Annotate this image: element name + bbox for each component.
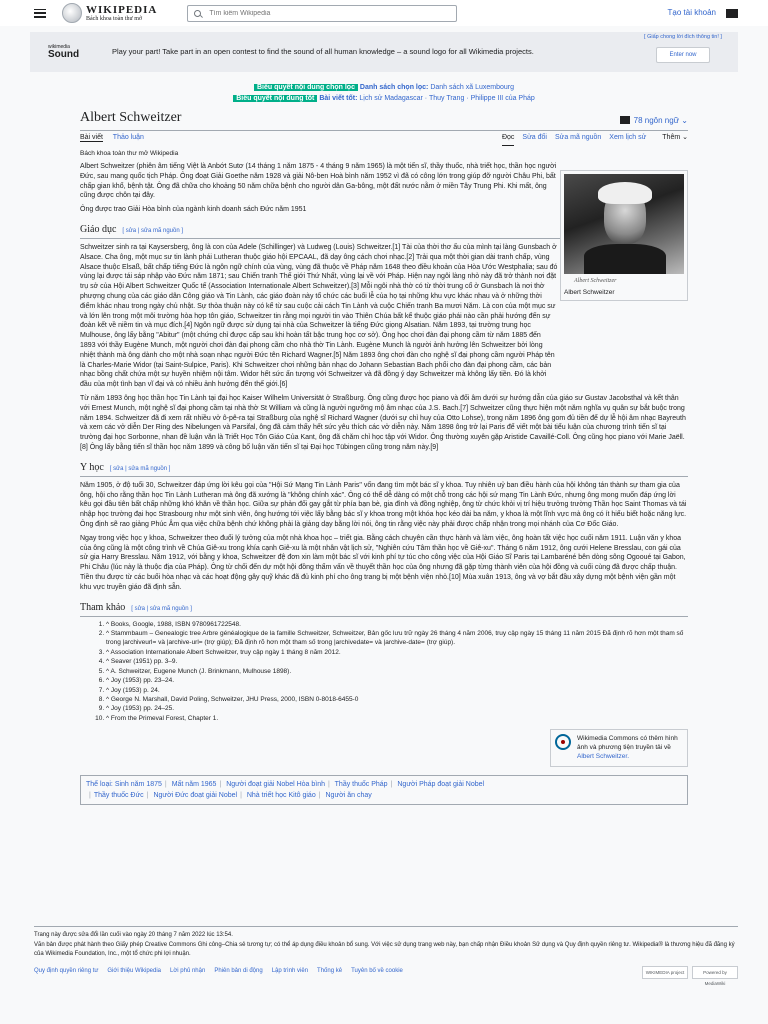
- medicine-paragraph-1: Năm 1905, ở độ tuổi 30, Schweitzer đáp ứng lời kêu gọi của "Hội Sứ Mạng Tin Lành Paris" vốn đang tìm một bác sĩ y khoa. Tuy nhiên uỷ ban điều hành của hội không tán thành sự tham gia của ông, hội cho rằng thần học Tin Lành Lutheran mà ông đã xướng là "không chính xác". Ông có thể dễ dàng có một chỗ trong các hội sứ mạng Tin Lành Đức, nhưng ông mong muốn đáp ứng lời kêu gọi đầu tiên bất chấp những khó khăn về thần học. Giữa sự phản đối gay gắt từ phía bạn bè, gia đình và đồng nghiệp, ông từ chức khỏi vị trí hiệu trưởng trường Thần học Saint Thomas và tái nhập học trường đại học Strasbourg như một sinh viên, ông hướng tới việc lấy bằng bác sĩ y khoa trong một khóa học kéo dài ba năm, y khoa là một lĩnh vực mà ông có ít hiểu biết hoặc năng lực. Ông định sẽ rao giảng Phúc Âm qua việc chữa bệnh chứ không phải là giảng dạy bằng lời nói, ông tin rằng việc này phải được chấp nhận trong mọi nhánh của Cơ Đốc Giáo.: [80, 481, 687, 528]
- edit-section-link[interactable]: [ sửa | sửa mã nguồn ]: [131, 605, 192, 612]
- tab-talk[interactable]: Thảo luận: [112, 134, 144, 141]
- education-paragraph-1: Schweitzer sinh ra tại Kaysersberg, ông là con của Adele (Schillinger) và Ludweg (Louis) Schweitzer.[1] Tài của thời thơ ấu của mình tại làng Gunsbach ở Alsace. Cha ông, một mục sư tin lành phái Lutheran thuộc giáo hội EPCAAL, đã dạy ông cách chơi nhạc.[2] Trải qua một thời gian dài tranh chấp, vùng Alsace thuộc Elsaß, bất chấp tiếng Đức là ngôn ngữ chính của vùng, vùng đã thuộc về Pháp năm 1648 theo điều khoản của Hòa Ước Westphalia; sau đó vùng lại được tái sáp nhập vào Đức năm 1871; sau Chiến tranh Thế giới Thứ Nhất, vùng lại về với Pháp. Hiện nay ngôi làng nhỏ này đã trở thành nơi đặt trụ sở của Hội Albert Schweitzer Quốc tế (Association Internationale Albert Schweitzer).[3] Mỗi ngôi nhà thờ có từ thời trung cổ ở Gunsbach là nơi thờ phượng chung của các giáo dân Công giáo và Tin Lành, các giáo đoàn này tổ chức các buổi lễ của họ tại những khu vực khác nhau và ở những thời điểm khác nhau trong ngày chủ nhật. Sự thỏa thuận này có kể từ sau cuộc cải cách Tin Lành và cuộc Chiến tranh Ba mươi Năm. Là con của một mục sư và lớn lên trong một môi trường hòa hợp tôn giáo, Schweitzer tin rằng mọi người tin vào Thiên Chúa bất kể thuộc giáo phái nào cần phải hướng đến sự đoàn kết về niềm tin và mục đích.[4] Ngôn ngữ được sử dụng tại nhà của Schweitzer là tiếng Đức giọng Alsatian. Năm 1893, tại trường trung học Mulhouse, ông lấy bằng "Abitur" (một chứng chỉ được cấp sau khi hoàn tất bậc trung học cơ sở). Ông học chơi đàn đại phong cầm từ năm 1885 đến 1893 với thầy Eugène Munch, một người chơi đàn đại phong cầm cho nhà thờ Tin Lành. Eugène Munch là người ảnh hưởng lên Schweitzer bởi lòng nhiệt thành mà ông dành cho một nhà soạn nhạc người Đức tên Richard Wagner.[5] Năm 1893 ông chơi đàn cho nghệ sĩ đại phong cầm người Pháp tên là Charles-Marie Widor (tại Saint-Sulpice, Paris). Khi Schweitzer chơi những bản nhạc do Johann Sebastian Bach phổi cho đàn đại phong cầm, các bản nhạc bồng chất chứa một sự huyền nhiệm nội tâm. Widor hết sức ấn tượng với Schweitzer và đã đồng ý dạy Schweitzer mà không lấy tiền. Đó là khởi đầu của một tình bạn vĩ đại và có nhiều ảnh hưởng đến thế giới.[6]: [80, 244, 558, 389]
- category-link[interactable]: Mất năm 1965: [171, 780, 217, 788]
- commons-box: Wikimedia Commons có thêm hình ảnh và phương tiện truyền tải về Albert Schweitzer.: [550, 729, 688, 766]
- category-link[interactable]: Thầy thuốc Đức: [93, 791, 144, 799]
- category-link[interactable]: Thầy thuốc Pháp: [334, 780, 388, 788]
- page-title: Albert Schweitzer: [80, 110, 182, 126]
- tab-article[interactable]: Bài viết: [80, 134, 103, 141]
- categories-label[interactable]: Thể loại:: [86, 780, 113, 788]
- image-caption: Albert Schweitzer: [564, 289, 615, 297]
- language-button[interactable]: 78 ngôn ngữ ⌄: [620, 115, 688, 126]
- edit-section-link[interactable]: [ sửa | sửa mã nguồn ]: [109, 465, 171, 472]
- footer-link-mobile[interactable]: Phiên bản di động: [214, 968, 263, 975]
- featured-list-badge[interactable]: Biểu quyết nội dung chọn lọc: [254, 84, 358, 91]
- category-link[interactable]: Người đoạt giải Nobel Hòa bình: [226, 780, 325, 788]
- category-link[interactable]: Sinh năm 1875: [114, 780, 162, 788]
- globe-icon: [62, 3, 82, 23]
- intro-paragraph-2: Ông được trao Giải Hòa bình của ngành kinh doanh sách Đức năm 1951: [80, 206, 307, 214]
- mediawiki-badge[interactable]: Powered by MediaWiki: [692, 966, 738, 979]
- reference-item[interactable]: 10. ^ From the Primeval Forest, Chapter 1.: [106, 714, 688, 723]
- tab-edit-source[interactable]: Sửa mã nguồn: [554, 134, 602, 141]
- good-article-label: Bài viết tốt:: [319, 95, 358, 102]
- tab-more[interactable]: Thêm ⌄: [662, 134, 688, 141]
- sound-logo: wikimedia Sound: [48, 43, 80, 60]
- enter-now-button[interactable]: Enter now: [656, 47, 709, 63]
- logo-title: WIKIPEDIA: [86, 3, 158, 16]
- featured-list-label: Danh sách chọn lọc:: [359, 84, 429, 91]
- reference-item[interactable]: 9. ^ Joy (1953) pp. 24–25.: [106, 704, 688, 713]
- banner-close-link[interactable]: [ Giấp chong lời đích thông tin! ]: [644, 34, 722, 40]
- featured-list-link[interactable]: Danh sách xã Luxembourg: [430, 84, 515, 91]
- wikimedia-badge[interactable]: WIKIMEDIA project: [642, 966, 688, 979]
- user-menu-icon[interactable]: [726, 9, 738, 18]
- tab-history[interactable]: Xem lịch sử: [609, 134, 647, 141]
- language-icon: [620, 116, 630, 124]
- page-tabs: [80, 133, 688, 146]
- reference-list: [80, 620, 688, 724]
- article: [80, 110, 688, 805]
- footer-link-stats[interactable]: Thống kê: [317, 968, 343, 975]
- infobox-image[interactable]: [560, 170, 688, 301]
- commons-link[interactable]: Albert Schweitzer.: [577, 753, 630, 761]
- footer-link-disclaimer[interactable]: Lời phủ nhận: [170, 968, 206, 975]
- reference-item[interactable]: 3. ^ Association Internationale Albert Schweitzer, truy cập ngày 1 tháng 8 năm 2012.: [106, 648, 688, 657]
- portrait-photo[interactable]: [564, 174, 684, 274]
- sound-logo-banner: [30, 32, 738, 72]
- good-article-badge[interactable]: Biểu quyết nội dung tốt: [233, 95, 317, 102]
- footer-link-developers[interactable]: Lập trình viên: [271, 968, 309, 975]
- category-links: Thể loại: Sinh năm 1875 | Mất năm 1965 | Người đoạt giải Nobel Hòa bình | Thầy thuốc Pháp | Người Pháp đoạt giải Nobel | Thầy thuốc Đức | Người Đức đoạt giải Nobel | Nhà triết học Kitô giáo | Người ăn chay: [80, 775, 688, 805]
- header: [0, 0, 768, 26]
- license-text: Văn bản được phát hành theo Giấy phép Creative Commons Ghi công–Chia sẻ tương tự; có thể áp dụng điều khoản bổ sung. Với việc sử dụng trang web này, bạn chấp nhận Điều khoản Sử dụng và Quy định quyền riêng tư. Wikipedia® là thương hiệu đã đăng ký của Wikimedia Foundation, Inc., một tổ chức phi lợi nhuận.: [34, 941, 735, 958]
- reference-item[interactable]: 6. ^ Joy (1953) pp. 23–24.: [106, 676, 688, 685]
- search-icon: [194, 10, 201, 17]
- commons-icon: [555, 734, 571, 750]
- education-paragraph-2: Từ năm 1893 ông học thần học Tin Lành tại đại học Kaiser Wilhelm Universität ở Straßburg. Ông cũng được học piano và đối âm dưới sự hướng dẫn của giáo sư Gustav Jacobsthal và kết thân với Ernest Munch, một nghệ sĩ đại phong cầm tại nhà thờ St William và cũng là người ngưỡng mộ âm nhạc của J.S. Bach.[7] Schweitzer cũng thực hiện một năm nghĩa vụ quân sự bắt buộc trong năm 1894. Schweitzer đã đi xem rất nhiều vở ô-pê-ra tại Straßburg của nghệ sĩ Richard Wagner (dưới sự chỉ huy của Otto Lohse), trong năm 1896 ông gom đủ tiền để dự lễ hội âm nhạc Bayreuth và xem các vở diễn Der Ring des Nibelungen và Parsifal, ông đã cảm thấy hết sức yêu thích các vở diễn này. Năm 1898 ông trở lại Paris để viết một bài tiểu luận của chương trình tiến sĩ tại trường đại học Sorbonne, nhan đề luận văn là Triết Học Tôn Giáo Của Kant, ông đã chăm chỉ học tập với Widor. Ông thường xuyên gặp Aristide Cavaillé-Coll. Ông cũng học piano với Marie Jaëll.[8] Ông lấy bằng tiến sĩ thần học năm 1899 và công bố luận văn tiến sĩ tại Đại học Tübingen cũng trong năm này.[9]: [80, 395, 686, 452]
- featured-notice: [0, 82, 768, 104]
- category-link[interactable]: Nhà triết học Kitô giáo: [246, 791, 316, 799]
- wikipedia-logo[interactable]: [62, 3, 157, 23]
- reference-item[interactable]: 4. ^ Seaver (1951) pp. 3–9.: [106, 657, 688, 666]
- tab-edit[interactable]: Sửa đổi: [522, 134, 547, 141]
- tagline: Bách khoa toàn thư mở Wikipedia: [80, 150, 179, 157]
- edit-section-link[interactable]: [ sửa | sửa mã nguồn ]: [122, 228, 184, 235]
- footer: [34, 926, 738, 986]
- section-heading-education: Giáo dục [ sửa | sửa mã nguồn ]: [80, 223, 688, 239]
- create-account-link[interactable]: Tạo tài khoản: [667, 8, 716, 18]
- reference-item[interactable]: 2. ^ Stammbaum – Genealogic tree Arbre généalogique de la famille Schweitzer, Schweitzer, Bản gốc lưu trữ ngày 26 tháng 4 năm 2006, truy cập ngày 15 tháng 11 năm 2015 Đã định rõ hơn một tham số trong |archiveurl= và |archive-url= (trợ giúp); Đã định rõ hơn một tham số trong |archivedate= và |archive-date= (trợ giúp).: [106, 629, 688, 648]
- reference-item[interactable]: 8. ^ George N. Marshall, David Poling, Schweitzer, JHU Press, 2000, ISBN 0-8018-6455-0: [106, 695, 688, 704]
- article-content: [80, 162, 688, 805]
- last-edited: Trang này được sửa đổi lần cuối vào ngày 20 tháng 7 năm 2022 lúc 13:54.: [34, 932, 233, 938]
- banner-text: Play your part! Take part in an open contest to find the sound of all human knowledge – a sound logo for all Wikimedia projects.: [112, 47, 534, 57]
- intro-paragraph: Albert Schweitzer (phiên âm tiếng Việt là Anbớt Sutơ (14 tháng 1 năm 1875 - 4 tháng 9 năm 1965) là một tiến sĩ, thầy thuốc, nhà triết học, thần học người Đức, sau mang quốc tịch Pháp. Ông đoạt Giải Goethe năm 1928 và giải Nô-ben Hoà bình năm 1952 vì đã có công lớn trong giúp đỡ người Châu Phi, bất chấp gian khổ, bệnh tật. Ông đã chữa cho khoảng 50 năm chữa bệnh cho người dân Ga-bông, một đất nước nằm ở miền Tây Trung Phi. Khi mất, ông cũng được chôn tại đây.: [80, 163, 557, 200]
- good-article-links[interactable]: Lịch sử Madagascar · Thuy Trang · Philippe III của Pháp: [359, 95, 535, 102]
- search-input[interactable]: [207, 9, 437, 18]
- section-heading-references: Tham khảo [ sửa | sửa mã nguồn ]: [80, 601, 688, 617]
- footer-link-privacy[interactable]: Quy định quyền riêng tư: [34, 968, 99, 975]
- reference-item[interactable]: 7. ^ Joy (1953) p. 24.: [106, 686, 688, 695]
- menu-icon[interactable]: [34, 9, 46, 18]
- reference-item[interactable]: 1. ^ Books, Google, 1988, ISBN 9780961722548.: [106, 620, 688, 629]
- search-box[interactable]: [187, 5, 457, 22]
- section-heading-medicine: Y học [ sửa | sửa mã nguồn ]: [80, 461, 688, 477]
- reference-item[interactable]: 5. ^ A. Schweitzer, Eugene Munch (J. Brinkmann, Mulhouse 1898).: [106, 667, 688, 676]
- footer-link-about[interactable]: Giới thiệu Wikipedia: [107, 968, 162, 975]
- tab-read[interactable]: Đọc: [502, 133, 514, 146]
- category-link[interactable]: Người ăn chay: [325, 791, 372, 799]
- signature: Albert Schweitzer: [574, 278, 617, 285]
- medicine-paragraph-2: Ngay trong việc học y khoa, Schweitzer theo đuổi lý tưởng của một nhà khoa học – triết gia. Bằng cách chuyên cần thực hành và làm việc, ông hoàn tất việc học cuối năm 1911. Luận văn y khoa của ông cũng là một công trình về Chúa Giê-xu trong khía cạnh Giê-xu là một nhân vật lịch sử, "Nghiên cứu Tâm thần học về Giê-xu". Tháng 6 năm 1912, ông cưới Helene Bresslau, con gái của sử gia Harry Bresslau. Năm 1912, với bằng y khoa, Schweitzer đệ đơn xin làm một bác sĩ với kinh phí tự túc cho công việc của Hội Giáo Sĩ Paris tại Lambaréné bên dòng sông Ogooué tại Gabon, Phi Châu (lúc này là thuộc địa của Pháp). Ông từ chối đến dự một hội đồng thẩm vấn về thuyết thần học của ông nhưng đã gặp từng thành viên của hội đồng và cuối cùng đã được chấp thuận. Tiền thu được từ các buổi hòa nhạc và các hoạt động gây quỹ khác đã đủ kinh phí cho ông trang bị một bệnh viện nhỏ.[10] Mùa xuân 1913, ông và vợ bắt đầu xây dựng một bệnh viện gần một khu vực truyền giáo đã định sẵn.: [80, 534, 686, 591]
- footer-link-cookies[interactable]: Tuyên bố về cookie: [351, 968, 403, 975]
- category-link[interactable]: Người Đức đoạt giải Nobel: [153, 791, 238, 799]
- logo-subtitle: Bách khoa toàn thư mở: [86, 15, 143, 22]
- category-link[interactable]: Người Pháp đoạt giải Nobel: [397, 780, 485, 788]
